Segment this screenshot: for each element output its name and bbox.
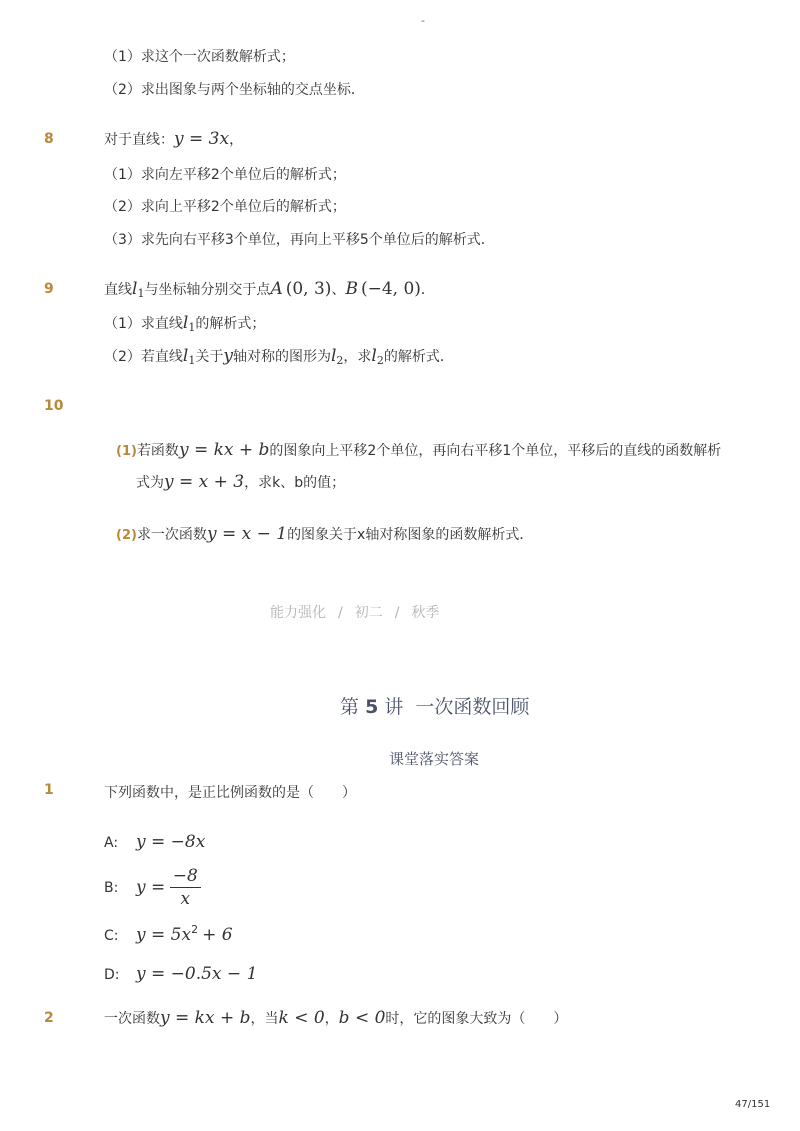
q10-part-1-line-1: (1)若函数y = kx + b的图象向上平移2个单位，再向右平移1个单位，平移后的直线的函数解析 [116, 440, 722, 460]
q8-stem-text: 对于直线： [104, 132, 174, 148]
q9-p1-l1: $l_1$ [182, 313, 196, 334]
a1-option-d: D: y = −0.5x − 1 [104, 964, 258, 984]
q9-p2-l2: $l_2$ [330, 346, 344, 367]
q10-part-2: (2)求一次函数y = x − 1的图象关于x轴对称图象的函数解析式． [116, 524, 534, 544]
q9-stem [104, 279, 435, 300]
a1-option-a: A: y = −8x [104, 832, 206, 852]
a1-option-b-fraction: $\frac{-8}{x}$ [170, 866, 201, 909]
q8-part-1: （1）求向左平移2个单位后的解析式； [104, 167, 346, 183]
q9-part-1: （1）求直线$l_1$的解析式； [104, 313, 266, 334]
question-number-9: 9 [44, 281, 54, 297]
a1-option-c: C: $y = 5x^2 + 6$ [104, 923, 233, 945]
q10-p1-math-2: y = x + 3 [164, 472, 245, 492]
prev-problem-part-1: （1）求这个一次函数解析式； [104, 49, 295, 65]
q9-stem-b: 与坐标轴分别交于点 [144, 282, 271, 298]
q9-stem-a: 直线 [104, 282, 132, 298]
q9-p2-l1: $l_1$ [182, 346, 196, 367]
q9-part-2: （2）若直线$l_1$关于y轴对称的图形为$l_2$，求$l_2$的解析式． [104, 346, 454, 367]
lecture-title: 第 5 讲 一次函数回顾 [340, 696, 530, 718]
q9-point-a: A [270, 279, 283, 299]
prev-problem-part-2: （2）求出图象与两个坐标轴的交点坐标． [104, 82, 365, 98]
q8-stem-end: ， [229, 132, 244, 148]
q10-p1-math: y = kx + b [178, 440, 270, 460]
q8-stem-math: y = 3x [174, 129, 230, 149]
a1-stem: 下列函数中，是正比例函数的是（ ） [104, 785, 356, 801]
q8-part-2: （2）求向上平移2个单位后的解析式； [104, 199, 346, 215]
q9-p2-l2b: $l_2$ [371, 346, 384, 367]
q9-line-l1: $l_1$ [132, 279, 145, 300]
q10-p1-label: (1) [116, 444, 137, 459]
q10-p2-label: (2) [116, 528, 137, 543]
q9-point-b: B [345, 279, 358, 299]
top-mark: - [421, 14, 425, 27]
lecture-subtitle: 课堂落实答案 [389, 750, 480, 768]
q9-sep: 、 [331, 282, 346, 298]
q9-p2-y: y [223, 346, 233, 366]
answer-number-1: 1 [44, 782, 54, 798]
a2-stem: 一次函数y = kx + b，当k < 0，b < 0时，它的图象大致为（ ） [104, 1008, 568, 1028]
page-footer: 能力强化 / 初二 / 秋季 [270, 605, 440, 621]
question-number-8: 8 [44, 131, 54, 147]
q10-p2-math: y = x − 1 [206, 524, 288, 544]
q9-point-b-coord: (−4, 0) [360, 279, 421, 299]
answer-number-2: 2 [44, 1010, 54, 1026]
q8-part-3: （3）求先向右平移3个单位，再向上平移5个单位后的解析式． [104, 232, 495, 248]
q10-part-1-line-2: 式为y = x + 3，求k、b的值； [136, 472, 346, 492]
page-number: 47/151 [735, 1099, 771, 1110]
a1-option-b: B: y = $\frac{-8}{x}$ [104, 866, 201, 909]
question-number-10: 10 [44, 398, 64, 414]
q9-point-a-coord: (0, 3) [285, 279, 332, 299]
q8-stem [104, 129, 243, 149]
q9-stem-end: ． [420, 282, 435, 298]
